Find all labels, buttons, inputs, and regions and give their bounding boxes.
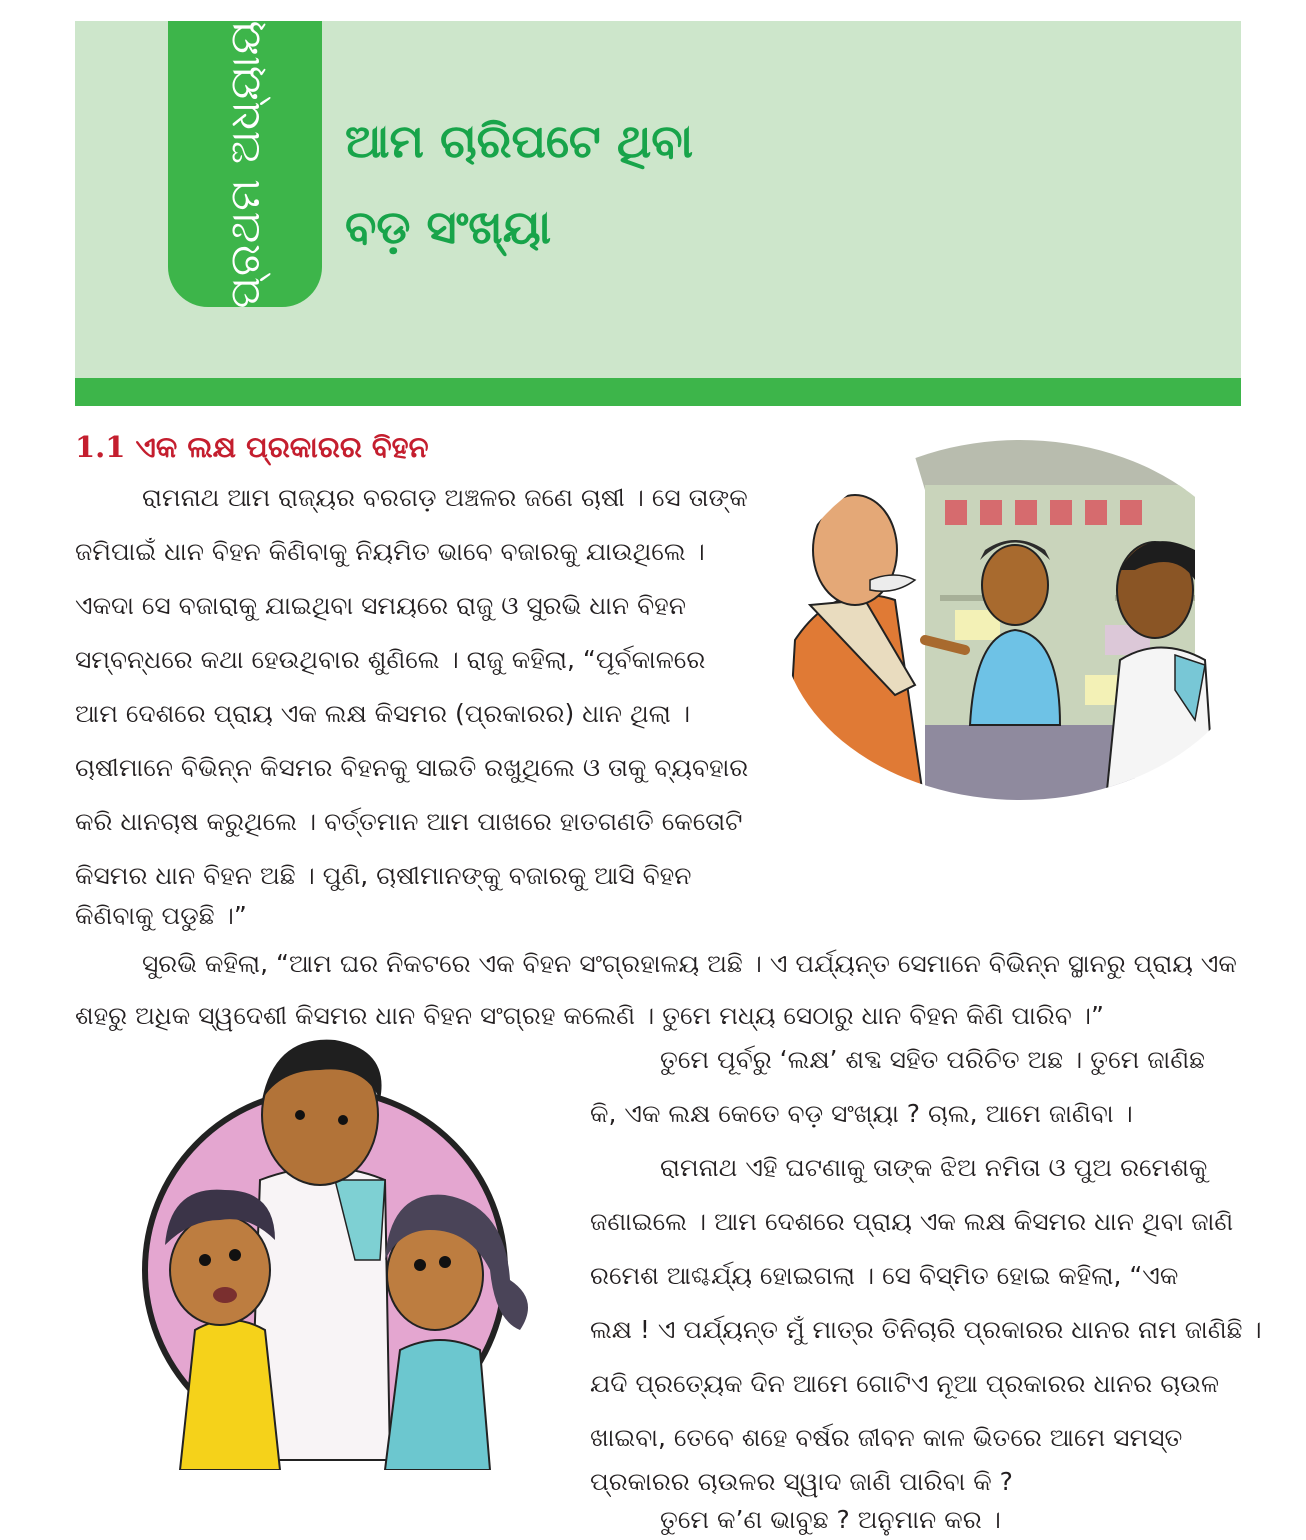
body-line: ପ୍ରକାରର ଚାଉଳର ସ୍ୱାଦ ଜାଣି ପାରିବା କି ? [590,1467,1013,1496]
chapter-tab [168,21,322,307]
body-line: ଖାଇବା, ତେବେ ଶହେ ବର୍ଷର ଜୀବନ କାଳ ଭିତରେ ଆମେ ସମସ୍ତ [590,1423,1183,1452]
section-title: ଏକ ଲକ୍ଷ ପ୍ରକାରର ବିହନ [135,430,429,464]
chapter-title-line-1: ଆମ ଚାରିପଟେ ଥିବା [345,114,694,168]
family-illustration [100,1030,560,1470]
header-divider-bar [75,378,1241,406]
section-number: 1.1 [75,430,126,464]
body-line: ଯଦି ପ୍ରତ୍ୟେକ ଦିନ ଆମେ ଗୋଟିଏ ନୂଆ ପ୍ରକାରର ଧାନର ଚାଉଳ [590,1369,1220,1398]
chapter-title-line-2: ବଡ଼ ସଂଖ୍ୟା [345,200,552,254]
body-line: ଜଣାଇଲେ । ଆମ ଦେଶରେ ପ୍ରାୟ ଏକ ଲକ୍ଷ କିସମର ଧାନ ଥିବା ଜାଣି [590,1207,1234,1236]
body-line: ଆମ ଦେଶରେ ପ୍ରାୟ ଏକ ଲକ୍ଷ କିସମର (ପ୍ରକାରର) ଧାନ ଥିଲା । [75,699,691,728]
body-line: ଲକ୍ଷ ! ଏ ପର୍ଯ୍ୟନ୍ତ ମୁଁ ମାତ୍ର ତିନିଚାରି ପ୍ରକାରର ଧାନର ନାମ ଜାଣିଛି । [590,1315,1262,1344]
body-line: ସମ୍ବନ୍ଧରେ କଥା ହେଉଥିବାର ଶୁଣିଲେ । ରାଜୁ କହିଲା, “ପୂର୍ବକାଳରେ [75,645,706,674]
body-line: କିଣିବାକୁ ପଡୁଛି ।” [75,901,247,930]
chapter-label: ପ୍ରଥମ ଅଧ୍ୟାୟ [220,19,269,309]
chapter-title [345,98,945,270]
body-line: ଚାଷୀମାନେ ବିଭିନ୍ନ କିସମର ବିହନକୁ ସାଇତି ରଖୁଥିଲେ ଓ ତାକୁ ବ୍ୟବହାର [75,753,749,782]
section-heading [75,430,429,465]
body-line: ରାମନାଥ ଏହି ଘଟଣାକୁ ତାଙ୍କ ଝିଅ ନମିତା ଓ ପୁଅ ରମେଶକୁ [660,1153,1208,1182]
body-line: କରି ଧାନଚାଷ କରୁଥିଲେ । ବର୍ତ୍ତମାନ ଆମ ପାଖରେ ହାତଗଣତି କେତୋଟି [75,807,743,836]
shop-illustration [775,430,1265,810]
body-line: ତୁମେ ପୂର୍ବରୁ ‘ଲକ୍ଷ’ ଶବ୍ଦ ସହିତ ପରିଚିତ ଅଛ । ତୁମେ ଜାଣିଛ [660,1045,1205,1074]
body-line: ସୁରଭି କହିଲା, “ଆମ ଘର ନିକଟରେ ଏକ ବିହନ ସଂଗ୍ରହାଳୟ ଅଛି । ଏ ପର୍ଯ୍ୟନ୍ତ ସେମାନେ ବିଭିନ୍ନ ସ୍ଥାନରୁ ପ୍ରାୟ ଏକ [142,949,1237,978]
body-line: ରମେଶ ଆଶ୍ଚର୍ଯ୍ୟ ହୋଇଗଲା । ସେ ବିସ୍ମିତ ହୋଇ କହିଲା, “ଏକ [590,1261,1179,1290]
body-line: ଜମିପାଇଁ ଧାନ ବିହନ କିଣିବାକୁ ନିୟମିତ ଭାବେ ବଜାରକୁ ଯାଉଥିଲେ । [75,537,705,566]
body-line: ଶହରୁ ଅଧିକ ସ୍ୱଦେଶୀ କିସମର ଧାନ ବିହନ ସଂଗ୍ରହ କଲେଣି । ତୁମେ ମଧ୍ୟ ସେଠାରୁ ଧାନ ବିହନ କିଣି ପାରିବ ।” [75,1001,1104,1030]
body-line: କିସମର ଧାନ ବିହନ ଅଛି । ପୁଣି, ଚାଷୀମାନଙ୍କୁ ବଜାରକୁ ଆସି ବିହନ [75,861,692,890]
body-line: ତୁମେ କ’ଣ ଭାବୁଛ ? ଅନୁମାନ କର । [660,1505,1001,1534]
body-line: ରାମନାଥ ଆମ ରାଜ୍ୟର ବରଗଡ଼ ଅଞ୍ଚଳର ଜଣେ ଚାଷୀ । ସେ ତାଙ୍କ [142,483,748,512]
body-line: କି, ଏକ ଲକ୍ଷ କେତେ ବଡ଼ ସଂଖ୍ୟା ? ଚାଲ, ଆମେ ଜାଣିବା । [590,1099,1133,1128]
body-line: ଏକଦା ସେ ବଜାରାକୁ ଯାଇଥିବା ସମୟରେ ରାଜୁ ଓ ସୁରଭି ଧାନ ବିହନ [75,591,686,620]
